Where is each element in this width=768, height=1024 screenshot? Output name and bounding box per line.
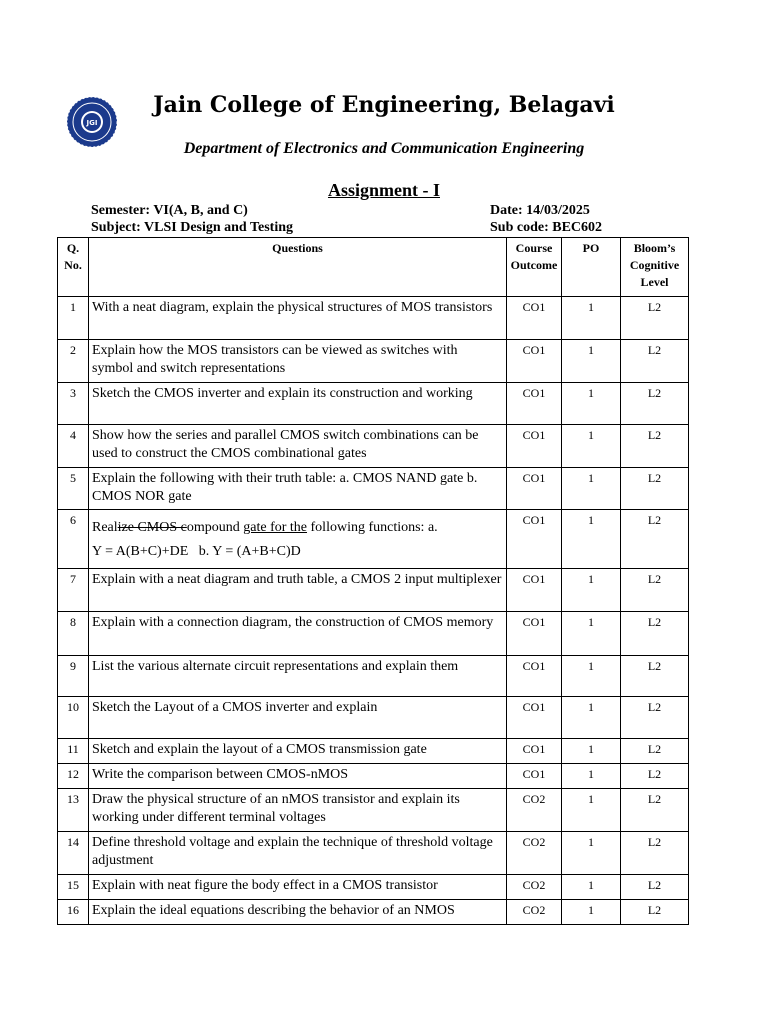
table-row: [58, 764, 689, 789]
po-value: 1: [562, 425, 621, 468]
question-text: List the various alternate circuit representations and explain them: [89, 656, 507, 697]
department-name: Department of Electronics and Communication Engineering: [183, 140, 585, 157]
po-value: 1: [562, 297, 621, 340]
blooms-level: L2: [621, 875, 689, 900]
blooms-level: L2: [621, 425, 689, 468]
question-number: 10: [58, 697, 89, 739]
question-number: 9: [58, 656, 89, 697]
course-outcome: CO1: [507, 468, 562, 510]
question-text: Explain how the MOS transistors can be viewed as switches with symbol and switch representations: [89, 340, 507, 383]
question-text: Draw the physical structure of an nMOS transistor and explain its working under different terminal voltages: [89, 789, 507, 832]
col-header-blooms-level: Bloom’s Cognitive Level: [621, 238, 689, 297]
question-text: Explain with a connection diagram, the construction of CMOS memory: [89, 612, 507, 656]
course-outcome: CO1: [507, 764, 562, 789]
table-row: [58, 297, 689, 340]
po-value: 1: [562, 468, 621, 510]
col-header-qno: Q. No.: [58, 238, 89, 297]
course-info: [91, 202, 293, 236]
table-row: [58, 468, 689, 510]
table-row: [58, 656, 689, 697]
date: Date: 14/03/2025: [490, 203, 590, 218]
table-row: [58, 832, 689, 875]
blooms-level: L2: [621, 739, 689, 764]
table-row: [58, 697, 689, 739]
po-value: 1: [562, 789, 621, 832]
blooms-level: L2: [621, 900, 689, 925]
po-value: 1: [562, 900, 621, 925]
question-text: With a neat diagram, explain the physical structures of MOS transistors: [89, 297, 507, 340]
question-text: Sketch and explain the layout of a CMOS transmission gate: [89, 739, 507, 764]
question-number: 13: [58, 789, 89, 832]
po-value: 1: [562, 340, 621, 383]
subject: Subject: VLSI Design and Testing: [91, 220, 294, 235]
blooms-level: L2: [621, 297, 689, 340]
question-number: 16: [58, 900, 89, 925]
table-row: [58, 510, 689, 569]
question-text: Sketch the Layout of a CMOS inverter and explain: [89, 697, 507, 739]
assignment-title: Assignment - I: [327, 180, 440, 200]
question-number: 12: [58, 764, 89, 789]
course-outcome: CO1: [507, 510, 562, 569]
col-header-po: PO: [562, 238, 621, 297]
question-text: Write the comparison between CMOS-nMOS: [89, 764, 507, 789]
blooms-level: L2: [621, 383, 689, 425]
col-header-questions: Questions: [89, 238, 507, 297]
table-row: [58, 425, 689, 468]
blooms-level: L2: [621, 569, 689, 612]
question-text: Define threshold voltage and explain the technique of threshold voltage adjustment: [89, 832, 507, 875]
questions-table: [57, 237, 689, 925]
blooms-level: L2: [621, 468, 689, 510]
blooms-level: L2: [621, 832, 689, 875]
svg-text:JGI: JGI: [86, 119, 98, 127]
question-number: 3: [58, 383, 89, 425]
question-number: 7: [58, 569, 89, 612]
po-value: 1: [562, 739, 621, 764]
table-row: [58, 789, 689, 832]
question-text: Explain the ideal equations describing the behavior of an NMOS: [89, 900, 507, 925]
table-row: [58, 340, 689, 383]
table-row: [58, 739, 689, 764]
course-outcome: CO1: [507, 340, 562, 383]
table-row: [58, 900, 689, 925]
question-number: 4: [58, 425, 89, 468]
po-value: 1: [562, 832, 621, 875]
question-number: 1: [58, 297, 89, 340]
po-value: 1: [562, 697, 621, 739]
course-outcome: CO1: [507, 656, 562, 697]
po-value: 1: [562, 612, 621, 656]
exam-info: [490, 202, 602, 236]
course-outcome: CO1: [507, 739, 562, 764]
course-outcome: CO1: [507, 697, 562, 739]
table-row: [58, 875, 689, 900]
po-value: 1: [562, 764, 621, 789]
blooms-level: L2: [621, 789, 689, 832]
question-text: Explain with neat figure the body effect in a CMOS transistor: [89, 875, 507, 900]
table-header-row: [58, 238, 689, 297]
po-value: 1: [562, 875, 621, 900]
table-row: [58, 569, 689, 612]
course-outcome: CO1: [507, 569, 562, 612]
blooms-level: L2: [621, 697, 689, 739]
po-value: 1: [562, 510, 621, 569]
po-value: 1: [562, 383, 621, 425]
question-number: 5: [58, 468, 89, 510]
question-text: Explain the following with their truth table: a. CMOS NAND gate b. CMOS NOR gate: [89, 468, 507, 510]
col-header-course-outcome: Course Outcome: [507, 238, 562, 297]
course-outcome: CO1: [507, 297, 562, 340]
course-outcome: CO1: [507, 383, 562, 425]
question-number: 14: [58, 832, 89, 875]
sub-code: Sub code: BEC602: [490, 220, 603, 235]
table-row: [58, 383, 689, 425]
blooms-level: L2: [621, 656, 689, 697]
course-outcome: CO2: [507, 875, 562, 900]
po-value: 1: [562, 656, 621, 697]
table-row: [58, 612, 689, 656]
question-text: Sketch the CMOS inverter and explain its construction and working: [89, 383, 507, 425]
question-number: 8: [58, 612, 89, 656]
question-text: Show how the series and parallel CMOS switch combinations can be used to construct the CMOS combinational gates: [89, 425, 507, 468]
college-name: Jain College of Engineering, Belagavi: [153, 92, 615, 118]
question-text: Realize CMOS compound gate for the following functions: a. Y = A(B+C)+DE b. Y = (A+B+C)D: [89, 510, 507, 569]
course-outcome: CO1: [507, 612, 562, 656]
blooms-level: L2: [621, 612, 689, 656]
question-number: 2: [58, 340, 89, 383]
course-outcome: CO2: [507, 789, 562, 832]
semester: Semester: VI(A, B, and C): [91, 203, 248, 218]
course-outcome: CO2: [507, 832, 562, 875]
question-number: 6: [58, 510, 89, 569]
question-number: 15: [58, 875, 89, 900]
course-outcome: CO2: [507, 900, 562, 925]
po-value: 1: [562, 569, 621, 612]
question-number: 11: [58, 739, 89, 764]
course-outcome: CO1: [507, 425, 562, 468]
blooms-level: L2: [621, 340, 689, 383]
blooms-level: L2: [621, 510, 689, 569]
blooms-level: L2: [621, 764, 689, 789]
question-formula: Y = A(B+C)+DE b. Y = (A+B+C)D: [92, 544, 301, 559]
question-text: Explain with a neat diagram and truth table, a CMOS 2 input multiplexer: [89, 569, 507, 612]
